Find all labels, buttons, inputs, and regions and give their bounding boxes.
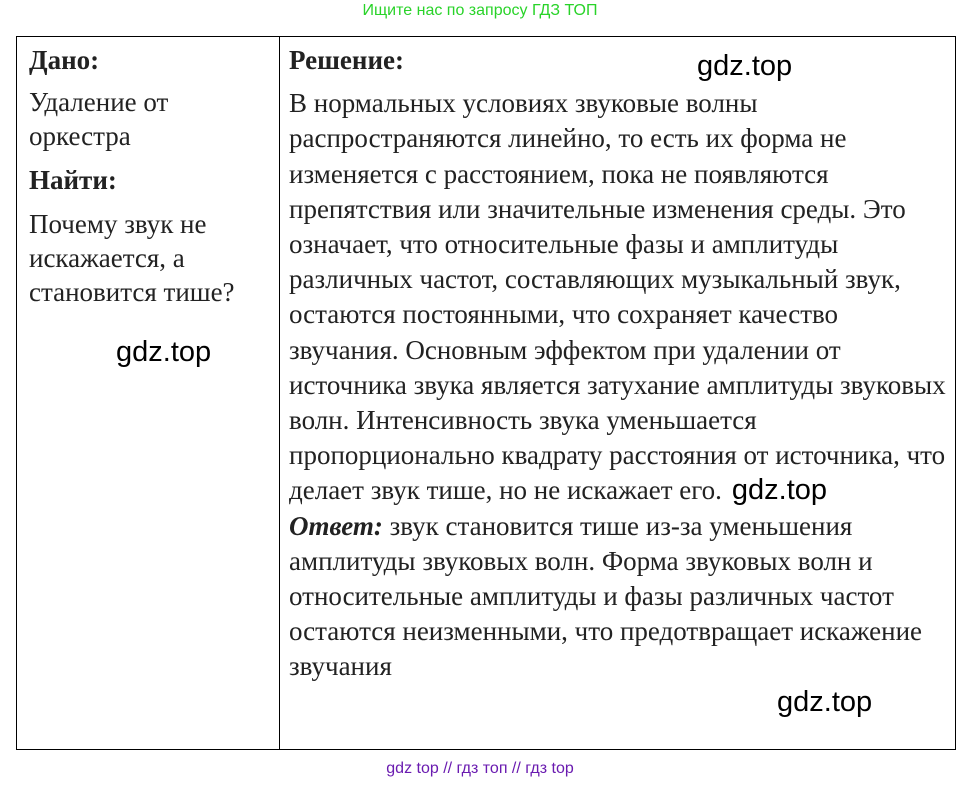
footer-links: gdz top // гдз топ // гдз top [386, 760, 574, 777]
find-text: Почему звук не искажается, а становится тише? [29, 209, 235, 307]
top-banner: Ищите нас по запросу ГДЗ ТОП [362, 2, 598, 19]
find-label: Найти: [29, 165, 117, 195]
given-label: Дано: [29, 45, 100, 75]
solution-paragraph [289, 86, 953, 508]
solution-table [16, 36, 956, 750]
answer-label: Ответ: [289, 510, 383, 541]
watermark-left: gdz.top [116, 336, 212, 368]
solution-text: В нормальных условиях звуковые волны распространяются линейно, то есть их форма не изменяется с расстоянием, пока не появляются препятствия или значительные изменения среды. Это означает, что относительные фазы и амплитуды различных частот, составляющих музыкальный звук, остаются постоянными, что сохраняет качество звучания. Основным эффектом при удалении от источника звука является затухание амплитуды звуковых волн. Интенсивность звука уменьшается пропорционально квадрату расстояния от источника, что делает звук тише, но не искажает его. [289, 88, 946, 506]
answer-text: звук становится тише из-за уменьшения амплитуды звуковых волн. Форма звуковых волн и относительные амплитуды и фазы различных частот остаются неизменными, что предотвращает искажение звучания [289, 510, 923, 682]
solution-column [289, 43, 953, 685]
solution-label: Решение: [289, 45, 404, 75]
column-divider [279, 37, 280, 749]
given-text: Удаление от оркестра [29, 87, 169, 151]
watermark-bottom-right: gdz.top [777, 686, 873, 718]
watermark-top-right: gdz.top [697, 50, 793, 82]
watermark-inline: gdz.top [731, 474, 828, 507]
given-column [29, 43, 275, 309]
answer-paragraph [289, 509, 953, 685]
